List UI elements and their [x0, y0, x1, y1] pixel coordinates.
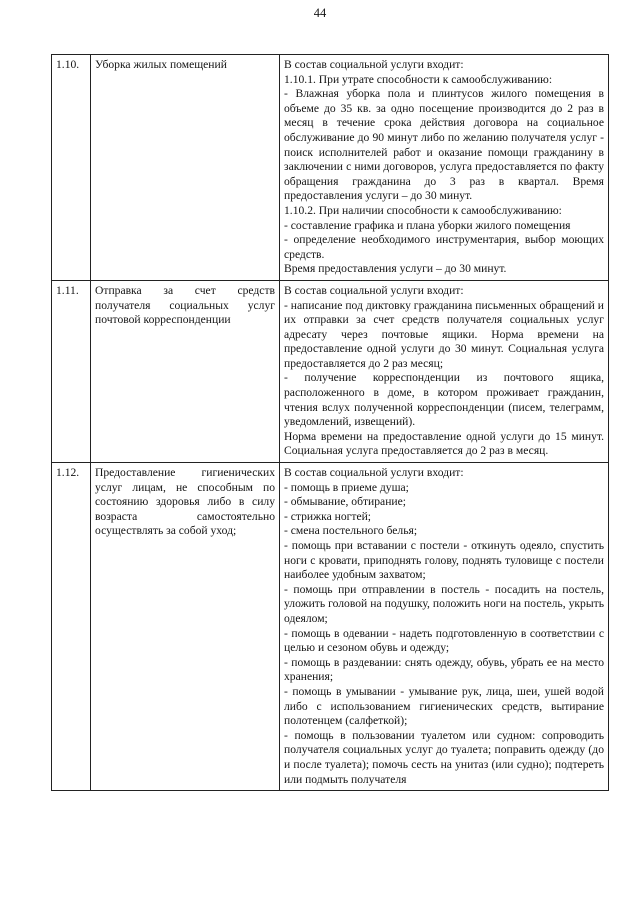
row-number: 1.10. — [52, 55, 91, 281]
description-line: - помощь в раздевании: снять одежду, обувь, убрать ее на место хранения; — [284, 655, 604, 684]
description-line: В состав социальной услуги входит: — [284, 466, 464, 480]
row-number: 1.12. — [52, 463, 91, 791]
service-description — [280, 55, 609, 281]
description-line: 1.10.1. При утрате способности к самообслуживанию: — [284, 72, 553, 86]
service-name — [91, 55, 280, 281]
description-line: - помощь при вставании с постели - откинуть одеяло, спустить ноги с кровати, приподнять голову, поднять туловище с постели наиболее удобным захватом; — [284, 539, 604, 582]
description-line: - написание под диктовку гражданина письменных обращений и их отправки за счет средств получателя социальных услуг адресату через почтовые ящики. Норма времени на предоставление одной услуги до 30 минут. Социальная услуга предоставляется до 2 раз месяц; — [284, 298, 604, 370]
service-name — [91, 280, 280, 462]
description-line: - смена постельного белья; — [284, 524, 418, 538]
row-number: 1.11. — [52, 280, 91, 462]
service-name — [91, 463, 280, 791]
description-line: - помощь при отправлении в постель - посадить на постель, уложить головой на подушку, положить ноги на постель, укрыть одеялом; — [284, 582, 604, 625]
service-name-text: Уборка жилых помещений — [95, 58, 227, 71]
description-line: - помощь в одевании - надеть подготовленную в соответствии с целью и сезоном обувь и одежду; — [284, 626, 604, 655]
service-description — [280, 280, 609, 462]
description-line: Время предоставления услуги – до 30 минут. — [284, 262, 507, 276]
services-table — [51, 54, 609, 791]
table-row — [52, 55, 609, 281]
description-line: - определение необходимого инструментария, выбор моющих средств. — [284, 233, 604, 261]
page-number: 44 — [313, 6, 327, 20]
description-line: - помощь в пользовании туалетом или судном: сопроводить получателя социальных услуг до туалета; поправить одежду (до и после туалета); помочь сесть на унитаз (или судно); подтереть или подмыть получателя — [284, 728, 604, 786]
service-name-text: Отправка за счет средств получателя социальных услуг почтовой корреспонденции — [95, 283, 275, 327]
description-line: - получение корреспонденции из почтового ящика, расположенного в доме, в котором проживает гражданин, чтения вслух полученной корреспонденции (писем, телеграмм, уведомлений, извещений). — [284, 371, 604, 429]
description-line: В состав социальной услуги входит: — [284, 58, 464, 71]
description-line: - обмывание, обтирание; — [284, 495, 406, 509]
service-name-text: Предоставление гигиенических услуг лицам, не способным по состоянию здоровья либо в силу возраста самостоятельно осуществлять за собой уход; — [95, 466, 275, 538]
description-line: - стрижка ногтей; — [284, 509, 372, 523]
description-line: - Влажная уборка пола и плинтусов жилого помещения в объеме до 35 кв. за одно посещение производится до 2 раз в месяц в течение срока действия договора на социальное обслуживание до 90 минут либо по желанию получателя услуг - поиск исполнителей работ и оказание помощи гражданину в заключении с ними договоров, услуга предоставляется по факту обращения гражданина до 3 раз в квартал. Время предоставления услуги – до 30 минут. — [284, 87, 604, 203]
table-row — [52, 280, 609, 462]
service-description — [280, 463, 609, 791]
table-row — [52, 463, 609, 791]
description-line: В состав социальной услуги входит: — [284, 283, 464, 297]
description-line: - составление графика и плана уборки жилого помещения — [284, 218, 571, 232]
description-line: 1.10.2. При наличии способности к самообслуживанию: — [284, 203, 562, 217]
description-line: Норма времени на предоставление одной услуги до 15 минут. Социальная услуга предоставляется до 2 раз в месяц. — [284, 429, 604, 458]
description-line: - помощь в приеме душа; — [284, 480, 409, 494]
description-line: - помощь в умывании - умывание рук, лица, шеи, ушей водой либо с использованием гигиенических средств, вытирание полотенцем (салфеткой); — [284, 684, 604, 728]
